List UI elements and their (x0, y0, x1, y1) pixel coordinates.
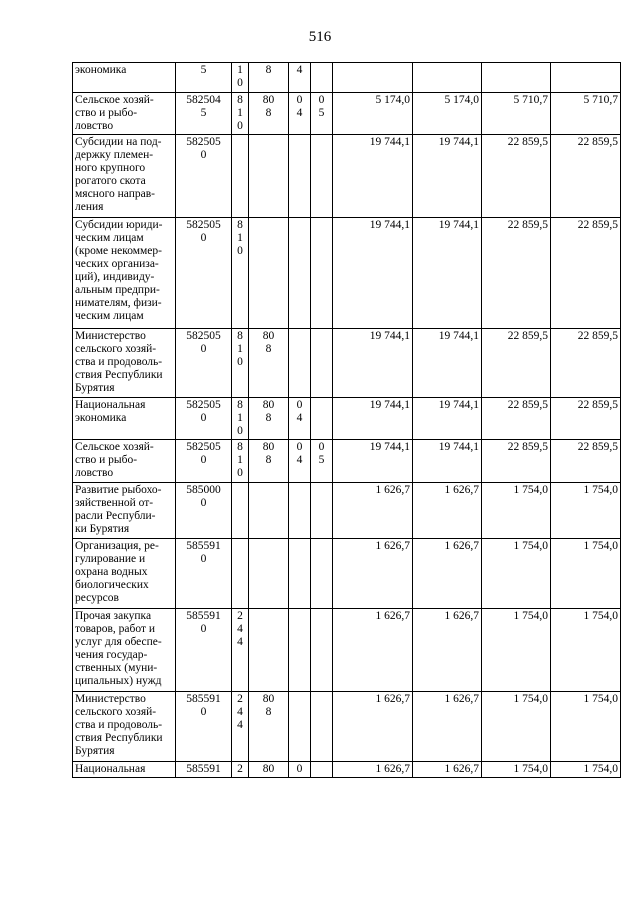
amount-cell: 1 626,7 (333, 692, 413, 762)
expense-type-cell: 2 4 4 (232, 692, 249, 762)
amount-cell: 5 174,0 (333, 93, 413, 135)
amount-cell: 19 744,1 (413, 329, 482, 398)
table-row (73, 692, 621, 762)
target-code-cell: 582505 0 (176, 398, 232, 440)
expense-type-cell: 8 1 0 (232, 93, 249, 135)
section-cell (289, 218, 311, 329)
amount-cell: 1 626,7 (333, 762, 413, 778)
target-code-cell: 582505 0 (176, 135, 232, 218)
subsection-cell (311, 398, 333, 440)
ministry-code-cell (249, 609, 289, 692)
target-code-cell: 585591 0 (176, 609, 232, 692)
ministry-code-cell: 80 8 (249, 440, 289, 483)
budget-table-body (73, 63, 621, 778)
section-cell: 0 4 (289, 93, 311, 135)
amount-cell: 5 174,0 (413, 93, 482, 135)
amount-cell (333, 63, 413, 93)
table-row (73, 93, 621, 135)
section-cell (289, 329, 311, 398)
ministry-code-cell (249, 218, 289, 329)
section-cell (289, 539, 311, 609)
amount-cell: 1 626,7 (413, 762, 482, 778)
row-name-cell: Национальная экономика (73, 398, 176, 440)
expense-type-cell (232, 483, 249, 539)
amount-cell: 1 626,7 (333, 609, 413, 692)
target-code-cell: 585591 (176, 762, 232, 778)
amount-cell: 1 626,7 (413, 692, 482, 762)
ministry-code-cell: 80 8 (249, 93, 289, 135)
amount-cell: 22 859,5 (551, 329, 621, 398)
amount-cell: 1 754,0 (482, 483, 551, 539)
row-name-cell: Национальная (73, 762, 176, 778)
table-row (73, 135, 621, 218)
expense-type-cell: 8 1 0 (232, 218, 249, 329)
amount-cell: 19 744,1 (413, 135, 482, 218)
amount-cell: 1 626,7 (413, 539, 482, 609)
amount-cell: 22 859,5 (482, 398, 551, 440)
target-code-cell: 585000 0 (176, 483, 232, 539)
amount-cell: 1 754,0 (551, 609, 621, 692)
table-row (73, 483, 621, 539)
expense-type-cell: 8 1 0 (232, 329, 249, 398)
table-row (73, 762, 621, 778)
amount-cell: 1 754,0 (551, 762, 621, 778)
amount-cell: 1 754,0 (482, 539, 551, 609)
amount-cell: 19 744,1 (333, 135, 413, 218)
row-name-cell: Прочая закупка товаров, работ и услуг для обеспе- чения государ- ственных (муни- ципальных) нужд (73, 609, 176, 692)
row-name-cell: Субсидии юриди- ческим лицам (кроме некоммер- ческих организа- ций), индивиду- альным предпри- нимателям, физи- ческим лицам (73, 218, 176, 329)
budget-table (72, 62, 621, 778)
subsection-cell (311, 609, 333, 692)
amount-cell: 22 859,5 (482, 329, 551, 398)
amount-cell: 22 859,5 (482, 440, 551, 483)
amount-cell (413, 63, 482, 93)
amount-cell: 1 754,0 (551, 483, 621, 539)
section-cell (289, 609, 311, 692)
table-row (73, 609, 621, 692)
target-code-cell: 5 (176, 63, 232, 93)
amount-cell: 5 710,7 (482, 93, 551, 135)
table-row (73, 440, 621, 483)
expense-type-cell (232, 539, 249, 609)
amount-cell: 19 744,1 (333, 218, 413, 329)
ministry-code-cell: 80 8 (249, 692, 289, 762)
section-cell (289, 135, 311, 218)
table-row (73, 398, 621, 440)
page-number: 516 (308, 29, 332, 45)
row-name-cell: Министерство сельского хозяй- ства и продоволь- ствия Республики Бурятия (73, 692, 176, 762)
subsection-cell (311, 539, 333, 609)
expense-type-cell: 1 0 (232, 63, 249, 93)
section-cell: 0 4 (289, 398, 311, 440)
ministry-code-cell (249, 483, 289, 539)
target-code-cell: 585591 0 (176, 692, 232, 762)
amount-cell (551, 63, 621, 93)
row-name-cell: Организация, ре- гулирование и охрана водных биологических ресурсов (73, 539, 176, 609)
table-row (73, 539, 621, 609)
amount-cell: 1 626,7 (413, 483, 482, 539)
amount-cell: 22 859,5 (551, 440, 621, 483)
ministry-code-cell: 80 (249, 762, 289, 778)
row-name-cell: Развитие рыбохо- зяйственной от- расли Республи- ки Бурятия (73, 483, 176, 539)
expense-type-cell: 2 4 4 (232, 609, 249, 692)
ministry-code-cell: 80 8 (249, 398, 289, 440)
amount-cell: 1 626,7 (333, 483, 413, 539)
table-row (73, 329, 621, 398)
target-code-cell: 585591 0 (176, 539, 232, 609)
subsection-cell (311, 63, 333, 93)
subsection-cell (311, 218, 333, 329)
table-row (73, 63, 621, 93)
amount-cell: 19 744,1 (413, 218, 482, 329)
ministry-code-cell (249, 539, 289, 609)
expense-type-cell: 2 (232, 762, 249, 778)
subsection-cell (311, 329, 333, 398)
amount-cell: 1 754,0 (482, 762, 551, 778)
amount-cell: 22 859,5 (551, 135, 621, 218)
expense-type-cell (232, 135, 249, 218)
ministry-code-cell: 8 (249, 63, 289, 93)
ministry-code-cell: 80 8 (249, 329, 289, 398)
amount-cell: 1 626,7 (333, 539, 413, 609)
row-name-cell: Министерство сельского хозяй- ства и продоволь- ствия Республики Бурятия (73, 329, 176, 398)
amount-cell: 19 744,1 (333, 329, 413, 398)
amount-cell: 19 744,1 (413, 398, 482, 440)
subsection-cell: 0 5 (311, 93, 333, 135)
table-row (73, 218, 621, 329)
target-code-cell: 582505 0 (176, 440, 232, 483)
target-code-cell: 582504 5 (176, 93, 232, 135)
section-cell: 0 4 (289, 440, 311, 483)
subsection-cell: 0 5 (311, 440, 333, 483)
subsection-cell (311, 762, 333, 778)
subsection-cell (311, 692, 333, 762)
amount-cell: 19 744,1 (413, 440, 482, 483)
target-code-cell: 582505 0 (176, 218, 232, 329)
subsection-cell (311, 135, 333, 218)
amount-cell: 1 754,0 (482, 609, 551, 692)
amount-cell: 1 754,0 (551, 692, 621, 762)
amount-cell: 22 859,5 (551, 398, 621, 440)
row-name-cell: экономика (73, 63, 176, 93)
amount-cell: 19 744,1 (333, 398, 413, 440)
amount-cell: 1 754,0 (482, 692, 551, 762)
amount-cell: 22 859,5 (551, 218, 621, 329)
row-name-cell: Субсидии на под- держку племен- ного крупного рогатого скота мясного направ- ления (73, 135, 176, 218)
ministry-code-cell (249, 135, 289, 218)
section-cell (289, 483, 311, 539)
subsection-cell (311, 483, 333, 539)
section-cell: 0 (289, 762, 311, 778)
amount-cell: 22 859,5 (482, 135, 551, 218)
amount-cell: 1 626,7 (413, 609, 482, 692)
amount-cell: 22 859,5 (482, 218, 551, 329)
section-cell (289, 692, 311, 762)
amount-cell: 1 754,0 (551, 539, 621, 609)
row-name-cell: Сельское хозяй- ство и рыбо- ловство (73, 93, 176, 135)
row-name-cell: Сельское хозяй- ство и рыбо- ловство (73, 440, 176, 483)
section-cell: 4 (289, 63, 311, 93)
expense-type-cell: 8 1 0 (232, 398, 249, 440)
target-code-cell: 582505 0 (176, 329, 232, 398)
amount-cell: 5 710,7 (551, 93, 621, 135)
amount-cell (482, 63, 551, 93)
amount-cell: 19 744,1 (333, 440, 413, 483)
expense-type-cell: 8 1 0 (232, 440, 249, 483)
